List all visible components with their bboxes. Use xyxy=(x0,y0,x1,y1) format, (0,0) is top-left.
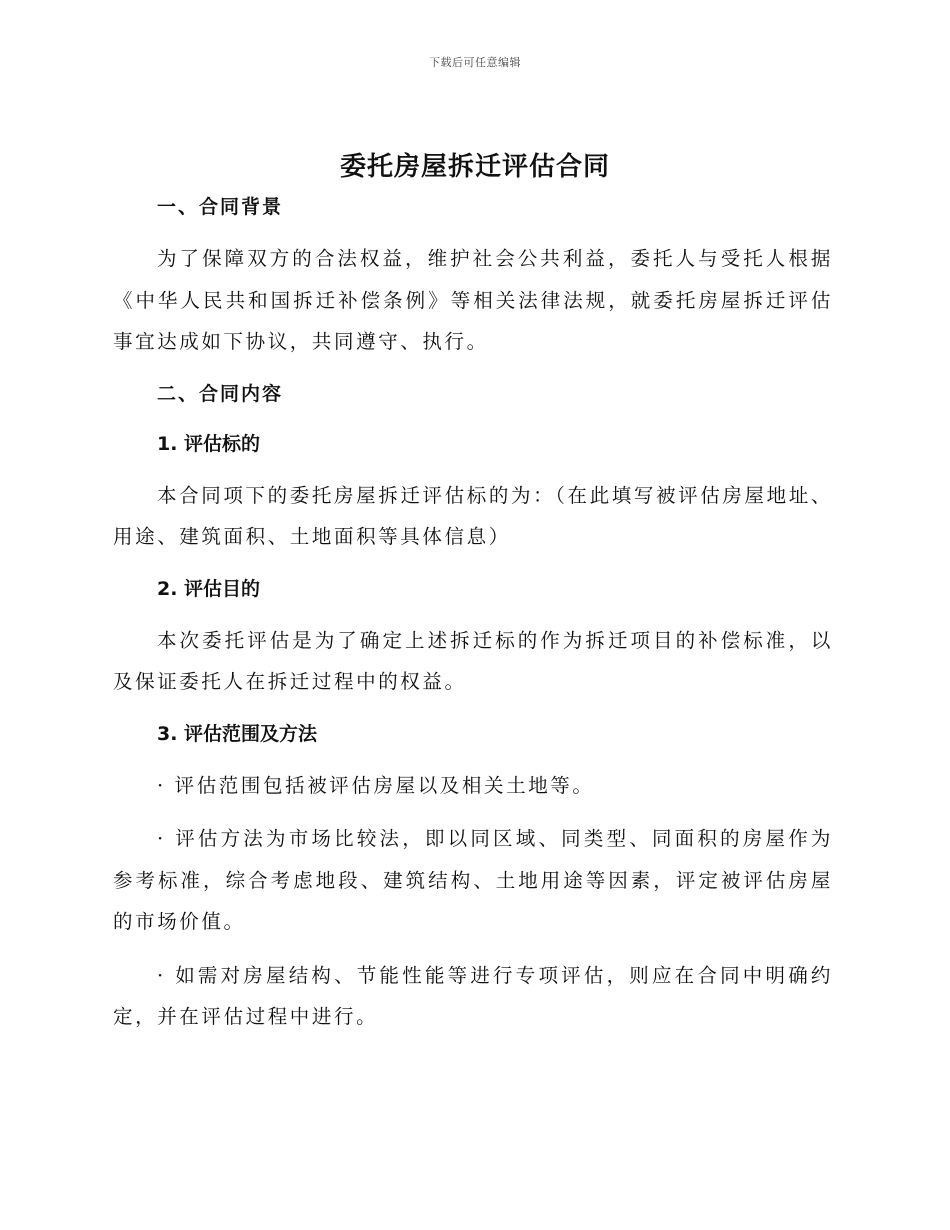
subheading-scope-and-method: 3. 评估范围及方法 xyxy=(157,722,318,745)
paragraph-appraisal-purpose: 本次委托评估是为了确定上述拆迁标的作为拆迁项目的补偿标准，以及保证委托人在拆迁过程中的权益。 xyxy=(113,628,833,693)
document-title: 委托房屋拆迁评估合同 xyxy=(339,152,610,182)
document-body xyxy=(113,188,833,1050)
bullet-special-appraisal: · 如需对房屋结构、节能性能等进行专项评估，则应在合同中明确约定，并在评估过程中进行。 xyxy=(113,963,833,1028)
subheading-appraisal-object: 1. 评估标的 xyxy=(157,432,261,455)
bullet-method: · 评估方法为市场比较法，即以同区域、同类型、同面积的房屋作为参考标准，综合考虑地段、建筑结构、土地用途等因素，评定被评估房屋的市场价值。 xyxy=(113,827,833,933)
bullet-scope: · 评估范围包括被评估房屋以及相关土地等。 xyxy=(157,773,595,797)
section-heading-content: 二、合同内容 xyxy=(157,382,284,405)
section-heading-background: 一、合同背景 xyxy=(157,196,284,218)
paragraph-background: 为了保障双方的合法权益，维护社会公共利益，委托人与受托人根据《中华人民共和国拆迁补偿条例》等相关法律法规，就委托房屋拆迁评估事宜达成如下协议，共同遵守、执行。 xyxy=(113,247,833,353)
paragraph-appraisal-object: 本合同项下的委托房屋拆迁评估标的为：（在此填写被评估房屋地址、用途、建筑面积、土地面积等具体信息） xyxy=(113,483,833,548)
subheading-appraisal-purpose: 2. 评估目的 xyxy=(157,577,261,600)
header-note: 下载后可任意编辑 xyxy=(429,56,521,69)
